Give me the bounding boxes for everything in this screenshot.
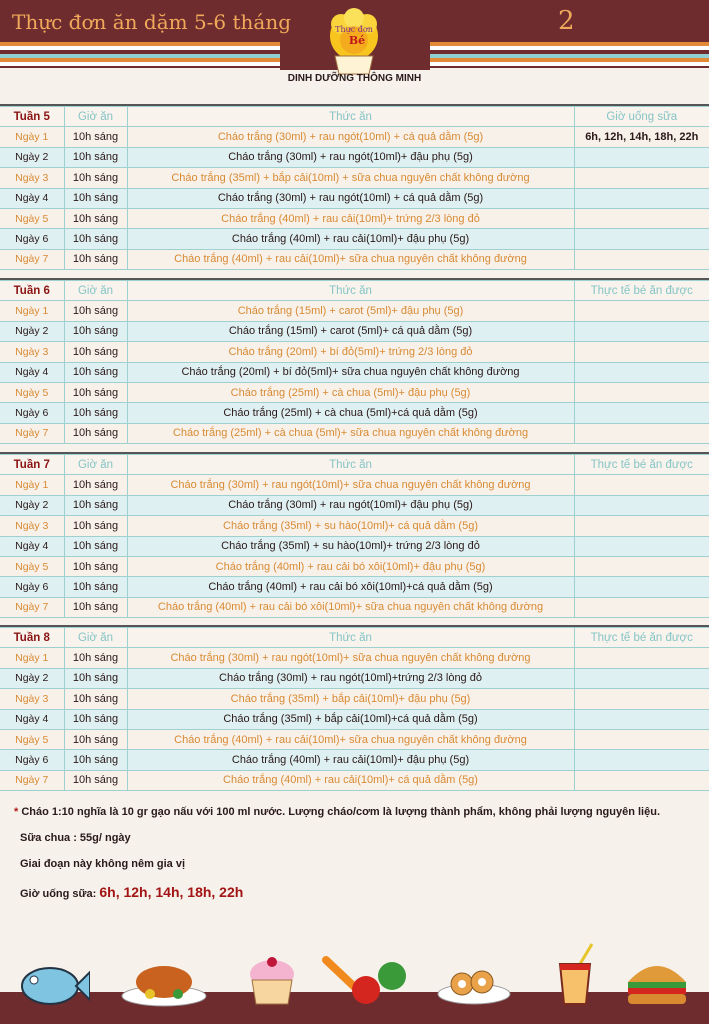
food-cell: Cháo trắng (30ml) + rau ngót(10ml)+ sữa chua nguyên chất không đường xyxy=(127,475,574,495)
time-cell: 10h sáng xyxy=(64,577,127,597)
extra-cell xyxy=(574,301,709,321)
table-row xyxy=(0,689,709,709)
time-cell: 10h sáng xyxy=(64,556,127,576)
day-cell: Ngày 2 xyxy=(0,321,64,341)
menu-table xyxy=(0,627,709,791)
table-row xyxy=(0,403,709,423)
time-cell: 10h sáng xyxy=(64,301,127,321)
time-cell: 10h sáng xyxy=(64,147,127,167)
table-row xyxy=(0,729,709,749)
table-row xyxy=(0,475,709,495)
extra-cell xyxy=(574,188,709,208)
week-table-6 xyxy=(0,278,709,444)
time-cell: 10h sáng xyxy=(64,689,127,709)
table-row xyxy=(0,208,709,228)
time-cell: 10h sáng xyxy=(64,668,127,688)
left-stripes xyxy=(0,42,282,70)
extra-cell xyxy=(574,597,709,617)
header-food: Thức ăn xyxy=(127,455,574,475)
extra-cell xyxy=(574,750,709,770)
time-cell: 10h sáng xyxy=(64,729,127,749)
food-cell: Cháo trắng (30ml) + rau ngót(10ml) + cá quả dằm (5g) xyxy=(127,127,574,147)
extra-cell xyxy=(574,770,709,790)
menu-table xyxy=(0,106,709,270)
table-row xyxy=(0,127,709,147)
note-line-3: Giai đoạn này không nêm gia vị xyxy=(20,858,186,870)
right-stripes xyxy=(428,42,709,70)
food-cell: Cháo trắng (40ml) + rau cải(10ml)+ trứng 2/3 lòng đỏ xyxy=(127,208,574,228)
extra-cell xyxy=(574,495,709,515)
time-cell: 10h sáng xyxy=(64,342,127,362)
day-cell: Ngày 7 xyxy=(0,770,64,790)
day-cell: Ngày 7 xyxy=(0,597,64,617)
time-cell: 10h sáng xyxy=(64,382,127,402)
table-row xyxy=(0,188,709,208)
day-cell: Ngày 6 xyxy=(0,403,64,423)
time-cell: 10h sáng xyxy=(64,709,127,729)
food-cell: Cháo trắng (35ml) + bắp cải(10ml) + sữa chua nguyên chất không đường xyxy=(127,168,574,188)
note-line-1: Cháo 1:10 nghĩa là 10 gr gạo nấu với 100 ml nước. Lượng cháo/cơm là lượng thành phẩm, không phải lượng nguyên liệu. xyxy=(21,806,660,818)
day-cell: Ngày 4 xyxy=(0,362,64,382)
note-asterisk: * xyxy=(14,806,19,818)
food-cell: Cháo trắng (30ml) + rau ngót(10ml)+ đậu phụ (5g) xyxy=(127,147,574,167)
extra-cell xyxy=(574,229,709,249)
extra-cell xyxy=(574,729,709,749)
time-cell: 10h sáng xyxy=(64,362,127,382)
day-cell: Ngày 6 xyxy=(0,750,64,770)
food-cell: Cháo trắng (35ml) + bắp cải(10ml)+cá quả dằm (5g) xyxy=(127,709,574,729)
day-cell: Ngày 4 xyxy=(0,188,64,208)
time-cell: 10h sáng xyxy=(64,127,127,147)
table-row xyxy=(0,362,709,382)
roast-chicken-icon xyxy=(120,958,212,1008)
table-row xyxy=(0,577,709,597)
food-cell: Cháo trắng (20ml) + bí đỏ(5ml)+ sữa chua nguyên chất không đường xyxy=(127,362,574,382)
donuts-icon xyxy=(436,964,512,1006)
table-row xyxy=(0,750,709,770)
table-row xyxy=(0,597,709,617)
notes xyxy=(14,806,660,914)
food-cell: Cháo trắng (40ml) + rau cải(10ml)+ đậu phụ (5g) xyxy=(127,229,574,249)
day-cell: Ngày 2 xyxy=(0,495,64,515)
menu-table xyxy=(0,454,709,618)
extra-cell xyxy=(574,249,709,269)
time-cell: 10h sáng xyxy=(64,403,127,423)
food-cell: Cháo trắng (40ml) + rau cải bó xôi(10ml)+cá quả dằm (5g) xyxy=(127,577,574,597)
time-cell: 10h sáng xyxy=(64,208,127,228)
week-table-5 xyxy=(0,104,709,270)
food-cell: Cháo trắng (40ml) + rau cải bó xôi(10ml)+ sữa chua nguyên chất không đường xyxy=(127,597,574,617)
cupcake-icon xyxy=(246,954,298,1006)
extra-cell xyxy=(574,475,709,495)
extra-cell xyxy=(574,556,709,576)
day-cell: Ngày 5 xyxy=(0,556,64,576)
header-food: Thức ăn xyxy=(127,628,574,648)
time-cell: 10h sáng xyxy=(64,495,127,515)
header-banner xyxy=(0,0,709,95)
vegetables-icon xyxy=(322,954,412,1006)
extra-cell xyxy=(574,208,709,228)
extra-cell xyxy=(574,668,709,688)
page-number: 2 xyxy=(558,6,575,36)
table-header-row xyxy=(0,107,709,127)
extra-cell xyxy=(574,689,709,709)
milk-times: 6h, 12h, 14h, 18h, 22h xyxy=(99,884,244,900)
food-cell: Cháo trắng (40ml) + rau cải(10ml)+ đậu phụ (5g) xyxy=(127,750,574,770)
week-label: Tuần 7 xyxy=(0,455,64,475)
food-cell: Cháo trắng (30ml) + rau ngót(10ml)+ sữa chua nguyên chất không đường xyxy=(127,648,574,668)
table-header-row xyxy=(0,628,709,648)
week-label: Tuần 6 xyxy=(0,281,64,301)
table-row xyxy=(0,249,709,269)
day-cell: Ngày 5 xyxy=(0,382,64,402)
extra-cell xyxy=(574,342,709,362)
header-time: Giờ ăn xyxy=(64,281,127,301)
day-cell: Ngày 5 xyxy=(0,208,64,228)
day-cell: Ngày 1 xyxy=(0,301,64,321)
extra-cell xyxy=(574,648,709,668)
menu-table xyxy=(0,280,709,444)
day-cell: Ngày 1 xyxy=(0,648,64,668)
day-cell: Ngày 2 xyxy=(0,147,64,167)
header-extra: Thực tế bé ăn được xyxy=(574,455,709,475)
week-table-8 xyxy=(0,625,709,791)
food-cell: Cháo trắng (30ml) + rau ngót(10ml)+ đậu phụ (5g) xyxy=(127,495,574,515)
week-label: Tuần 8 xyxy=(0,628,64,648)
food-cell: Cháo trắng (30ml) + rau ngót(10ml) + cá quả dằm (5g) xyxy=(127,188,574,208)
table-row xyxy=(0,516,709,536)
day-cell: Ngày 4 xyxy=(0,709,64,729)
table-row xyxy=(0,168,709,188)
extra-cell xyxy=(574,536,709,556)
food-cell: Cháo trắng (35ml) + bắp cải(10ml)+ đậu phụ (5g) xyxy=(127,689,574,709)
table-row xyxy=(0,147,709,167)
svg-text:Thực đơn: Thực đơn xyxy=(335,25,373,34)
table-row xyxy=(0,536,709,556)
time-cell: 10h sáng xyxy=(64,321,127,341)
day-cell: Ngày 1 xyxy=(0,127,64,147)
table-row xyxy=(0,229,709,249)
time-cell: 10h sáng xyxy=(64,229,127,249)
food-cell: Cháo trắng (25ml) + cà chua (5ml)+ sữa chua nguyên chất không đường xyxy=(127,423,574,443)
day-cell: Ngày 3 xyxy=(0,342,64,362)
svg-text:Bé: Bé xyxy=(348,34,366,47)
table-row xyxy=(0,709,709,729)
time-cell: 10h sáng xyxy=(64,168,127,188)
time-cell: 10h sáng xyxy=(64,423,127,443)
table-row xyxy=(0,382,709,402)
extra-cell xyxy=(574,577,709,597)
time-cell: 10h sáng xyxy=(64,475,127,495)
day-cell: Ngày 3 xyxy=(0,689,64,709)
day-cell: Ngày 7 xyxy=(0,423,64,443)
table-row xyxy=(0,556,709,576)
time-cell: 10h sáng xyxy=(64,536,127,556)
table-row xyxy=(0,770,709,790)
table-row xyxy=(0,342,709,362)
day-cell: Ngày 2 xyxy=(0,668,64,688)
extra-cell xyxy=(574,423,709,443)
time-cell: 10h sáng xyxy=(64,648,127,668)
extra-cell xyxy=(574,168,709,188)
header-time: Giờ ăn xyxy=(64,455,127,475)
header-time: Giờ ăn xyxy=(64,628,127,648)
day-cell: Ngày 3 xyxy=(0,168,64,188)
note-line-2: Sữa chua : 55g/ ngày xyxy=(20,832,131,844)
food-cell: Cháo trắng (25ml) + cà chua (5ml)+ đậu phụ (5g) xyxy=(127,382,574,402)
day-cell: Ngày 7 xyxy=(0,249,64,269)
table-row xyxy=(0,423,709,443)
table-row xyxy=(0,668,709,688)
time-cell: 10h sáng xyxy=(64,770,127,790)
time-cell: 10h sáng xyxy=(64,249,127,269)
time-cell: 10h sáng xyxy=(64,597,127,617)
time-cell: 10h sáng xyxy=(64,188,127,208)
day-cell: Ngày 6 xyxy=(0,577,64,597)
table-row xyxy=(0,301,709,321)
burger-icon xyxy=(624,956,690,1008)
header-food: Thức ăn xyxy=(127,281,574,301)
table-header-row xyxy=(0,455,709,475)
week-table-7 xyxy=(0,452,709,618)
extra-cell xyxy=(574,516,709,536)
table-header-row xyxy=(0,281,709,301)
extra-cell xyxy=(574,362,709,382)
food-cell: Cháo trắng (40ml) + rau cải bó xôi(10ml)+ đậu phụ (5g) xyxy=(127,556,574,576)
food-cell: Cháo trắng (15ml) + carot (5ml)+ cá quả dằm (5g) xyxy=(127,321,574,341)
food-cell: Cháo trắng (25ml) + cà chua (5ml)+cá quả dằm (5g) xyxy=(127,403,574,423)
extra-cell xyxy=(574,382,709,402)
week-label: Tuần 5 xyxy=(0,107,64,127)
table-row xyxy=(0,495,709,515)
time-cell: 10h sáng xyxy=(64,750,127,770)
milk-label: Giờ uống sữa: xyxy=(20,888,97,900)
food-cell: Cháo trắng (35ml) + su hào(10ml)+ cá quả dằm (5g) xyxy=(127,516,574,536)
food-cell: Cháo trắng (40ml) + rau cải(10ml)+ sữa chua nguyên chất không đường xyxy=(127,249,574,269)
day-cell: Ngày 5 xyxy=(0,729,64,749)
extra-cell xyxy=(574,403,709,423)
fish-icon xyxy=(18,964,90,1010)
time-cell: 10h sáng xyxy=(64,516,127,536)
table-row xyxy=(0,321,709,341)
food-cell: Cháo trắng (20ml) + bí đỏ(5ml)+ trứng 2/3 lòng đỏ xyxy=(127,342,574,362)
extra-cell xyxy=(574,709,709,729)
food-cell: Cháo trắng (40ml) + rau cải(10ml)+ cá quả dằm (5g) xyxy=(127,770,574,790)
extra-cell: 6h, 12h, 14h, 18h, 22h xyxy=(574,127,709,147)
day-cell: Ngày 6 xyxy=(0,229,64,249)
drink-cup-icon xyxy=(556,942,600,1006)
header-extra: Thực tế bé ăn được xyxy=(574,628,709,648)
extra-cell xyxy=(574,321,709,341)
food-cell: Cháo trắng (40ml) + rau cải(10ml)+ sữa chua nguyên chất không đường xyxy=(127,729,574,749)
header-time: Giờ ăn xyxy=(64,107,127,127)
page-title: Thực đơn ăn dặm 5-6 tháng xyxy=(12,10,292,34)
cupcake-logo-icon xyxy=(323,8,385,76)
header-extra: Giờ uống sữa xyxy=(574,107,709,127)
table-row xyxy=(0,648,709,668)
food-cell: Cháo trắng (30ml) + rau ngót(10ml)+trứng 2/3 lòng đỏ xyxy=(127,668,574,688)
header-extra: Thực tế bé ăn được xyxy=(574,281,709,301)
day-cell: Ngày 4 xyxy=(0,536,64,556)
tagline: DINH DƯỠNG THÔNG MINH xyxy=(287,73,422,84)
day-cell: Ngày 3 xyxy=(0,516,64,536)
food-cell: Cháo trắng (15ml) + carot (5ml)+ đậu phụ (5g) xyxy=(127,301,574,321)
food-cell: Cháo trắng (35ml) + su hào(10ml)+ trứng 2/3 lòng đỏ xyxy=(127,536,574,556)
day-cell: Ngày 1 xyxy=(0,475,64,495)
header-food: Thức ăn xyxy=(127,107,574,127)
extra-cell xyxy=(574,147,709,167)
